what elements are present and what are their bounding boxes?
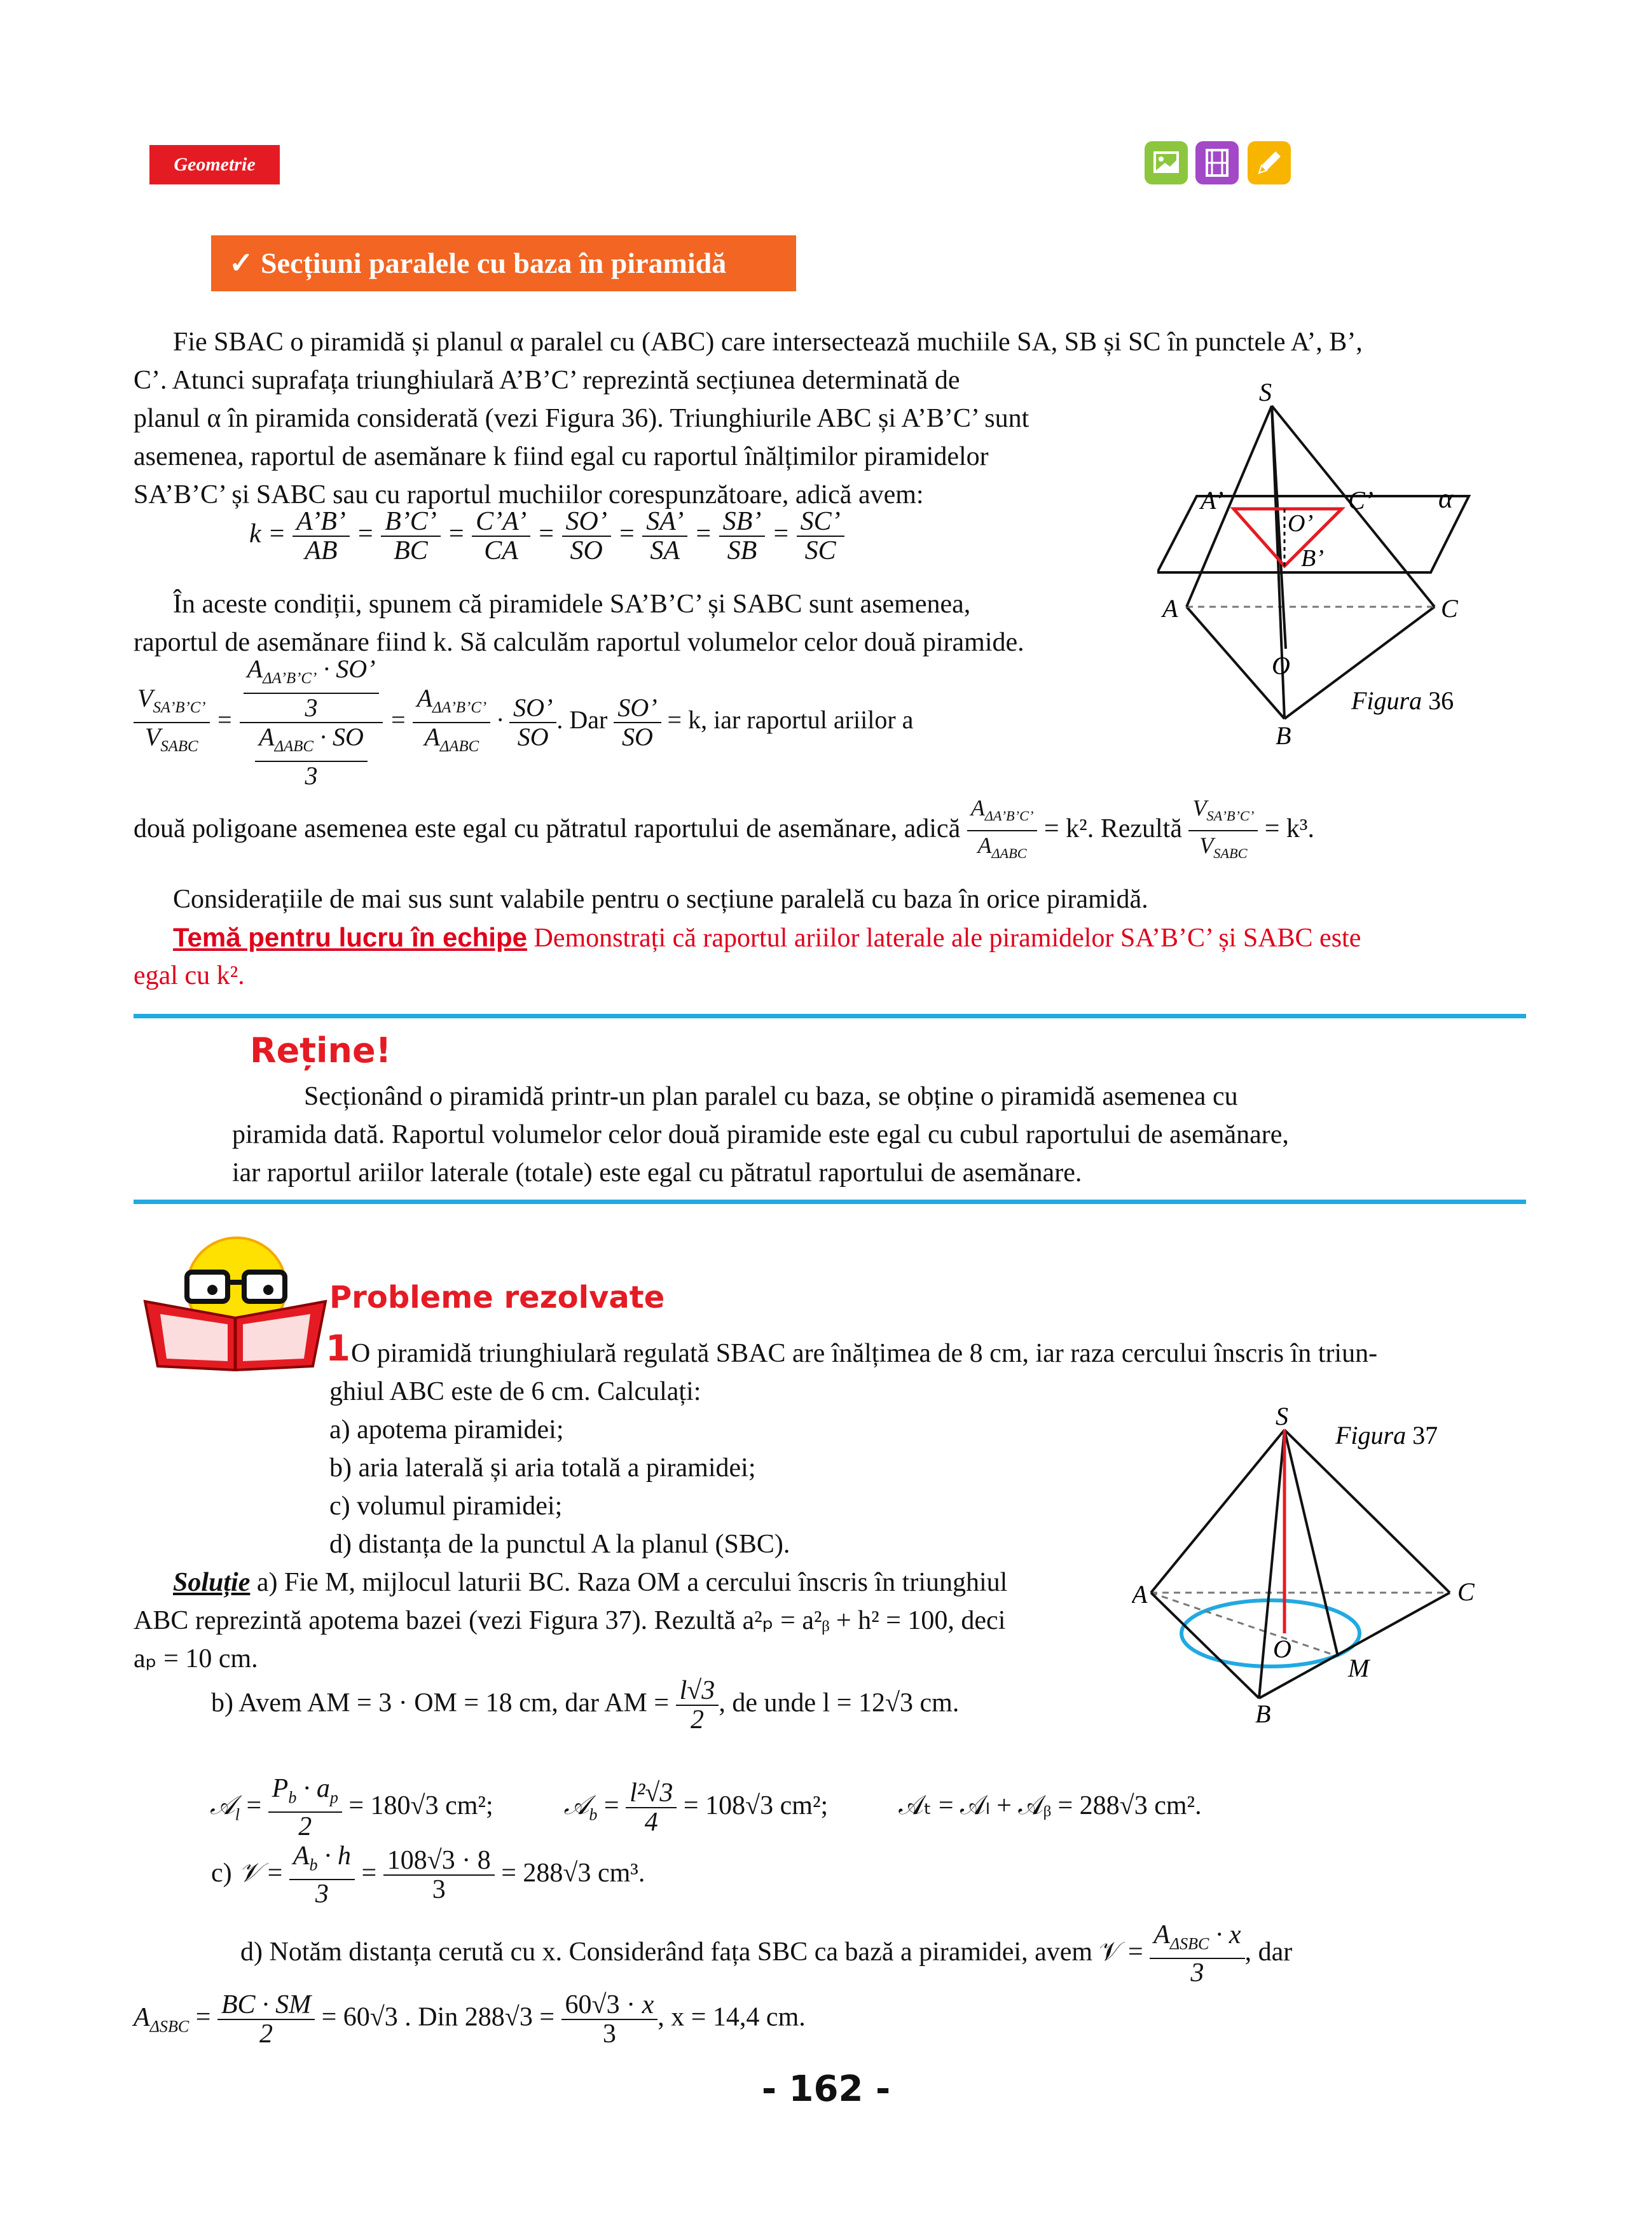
fig37-label-M: M (1348, 1654, 1370, 1682)
problem-statement-5: d) distanța de la punctul A la planul (SBC). (329, 1530, 790, 1559)
similar-line-1: raportul de asemănare fiind k. Să calculăm raportul volumelor celor două piramide. (134, 628, 1024, 657)
retine-top-rule (134, 1014, 1526, 1018)
section-title-text: Secțiuni paralele cu baza în piramidă (261, 247, 727, 279)
solution-a-1: ABC reprezintă apotema bazei (vezi Figura 37). Rezultă a²ₚ = a²ᵦ + h² = 100, deci (134, 1606, 1006, 1635)
intro-line-2: planul α în piramida considerată (vezi Figura 36). Triunghiurile ABC și A’B’C’ sunt (134, 404, 1029, 433)
solution-b: b) Avem AM = 3 · OM = 18 cm, dar AM = $\frac{l√3}{2}$ , de unde l = 12√3 cm. (211, 1676, 960, 1735)
fig36-label-C1: C’ (1348, 486, 1373, 515)
figure-36 (1157, 375, 1513, 757)
considerations-text: Considerațiile de mai sus sunt valabile pentru o secțiune paralelă cu baza în orice piramidă. (173, 885, 1148, 914)
problem-statement-0: O piramidă triunghiulară regulată SBAC are înălțimea de 8 cm, iar raza cercului înscris în triun- (351, 1339, 1378, 1368)
problem-statement-3: b) aria laterală și aria totală a piramidei; (329, 1453, 756, 1483)
similar-line-0: În aceste condiții, spunem că piramidele SA’B’C’ și SABC sunt asemenea, (173, 590, 971, 619)
problem-statement-4: c) volumul piramidei; (329, 1492, 563, 1521)
fig36-label-S: S (1259, 378, 1272, 406)
team-task: Temă pentru lucru în echipe Demonstrați că raportul ariilor laterale ale piramidelor SA’B’C’ și SABC este (173, 922, 1361, 953)
problem-statement-1: ghiul ABC este de 6 cm. Calculați: (329, 1377, 701, 1406)
figure-37 (1132, 1399, 1513, 1743)
fig37-label-C: C (1457, 1577, 1475, 1606)
volume-ratio-equation: $\frac{V_{SA’B’C’}}{V_{SABC}}$ = $\frac{\frac{A_{\Delta A’B’C’} \cdot SO’}{3}}{\frac{A_{\Delta ABC} \cdot SO}{3}}$ = $\frac{A_{\Delta A’B’C’}}{A_{\Delta ABC}}$ · $\frac{SO’}{SO}$ . Dar $\frac{SO’}{SO}$ = k, iar raportul ariilor a (134, 655, 913, 790)
solution-d-2: $A_{\Delta SBC}$ = $\frac{BC \cdot SM}{2}$ = 60√3 . Din 288√3 = $\frac{60√3 \cdot x}{3}$ , x = 14,4 cm. (134, 1990, 806, 2049)
fig36-label-C: C (1441, 594, 1458, 623)
fig36-caption: Figura 36 (1351, 686, 1454, 715)
section-title (211, 235, 796, 291)
image-icon[interactable] (1145, 141, 1188, 184)
fig36-label-B: B (1276, 721, 1291, 750)
subject-tag: Geometrie (149, 145, 280, 184)
film-icon[interactable] (1195, 141, 1239, 184)
fig36-label-A: A (1162, 594, 1178, 623)
ratio-equation: k = $\frac{A’B’}{AB}$ = $\frac{B’C’}{BC}$ = $\frac{C’A’}{CA}$ = $\frac{SO’}{SO}$ = $\frac{SA’}{SA}$ = $\frac{SB’}{SB}$ = $\frac{SC’}{SC}$ (249, 508, 844, 565)
check-icon: ✓ (229, 247, 254, 279)
team-task-label: Temă pentru lucru în echipe (173, 922, 527, 952)
retine-line-0: Secționând o piramidă printr-un plan paralel cu baza, se obține o piramidă asemenea cu (304, 1082, 1238, 1111)
team-task-line-2: egal cu k². (134, 961, 245, 990)
reading-smiley-icon (141, 1234, 332, 1374)
fig37-label-B: B (1255, 1700, 1271, 1728)
fig37-label-S: S (1276, 1402, 1288, 1430)
problem-statement-2: a) apotema piramidei; (329, 1415, 564, 1444)
solution-label: Soluție (173, 1568, 251, 1597)
intro-line-4: SA’B’C’ și SABC sau cu raportul muchiilor corespunzătoare, adică avem: (134, 480, 924, 509)
problem-number: 1 (326, 1328, 350, 1369)
retine-line-2: iar raportul ariilor laterale (totale) este egal cu pătratul raportului de asemănare. (232, 1158, 1082, 1188)
fig37-label-O: O (1273, 1635, 1291, 1663)
fig36-label-O: O (1272, 651, 1290, 680)
retine-bottom-rule (134, 1200, 1526, 1204)
page-number: - 162 - (761, 2068, 891, 2110)
intro-line-1: C’. Atunci suprafața triunghiulară A’B’C’ reprezintă secțiunea determinată de (134, 366, 960, 395)
solution-c: c) 𝒱 = $\frac{A_b \cdot h}{3}$ = $\frac{108√3 \cdot 8}{3}$ = 288√3 cm³. (211, 1841, 645, 1909)
intro-line-3: asemenea, raportul de asemănare k fiind egal cu raportul înălțimilor piramidelor (134, 442, 989, 471)
retine-line-1: piramida dată. Raportul volumelor celor două piramide este egal cu cubul raportului de asemănare, (232, 1120, 1289, 1149)
fig36-label-O1: O’ (1288, 510, 1314, 537)
fig36-label-alpha: α (1438, 483, 1454, 514)
intro-line-0: Fie SBAC o piramidă și planul α paralel cu (ABC) care intersectează muchiile SA, SB și SC în punctele A’, B’, (173, 328, 1363, 357)
fig36-label-A1: A’ (1201, 486, 1224, 515)
fig36-label-B1: B’ (1301, 545, 1324, 572)
problems-title: Probleme rezolvate (329, 1280, 665, 1315)
fig37-caption: Figura 37 (1335, 1421, 1438, 1450)
similar-polygons-line: două poligoane asemenea este egal cu pătratul raportului de asemănare, adică $\frac{A_{\Delta A’B’C’}}{A_{\Delta ABC}}$ = k². Rezultă $\frac{V_{SA’B’C’}}{V_{SABC}}$ = k³. (134, 795, 1315, 862)
pencil-icon[interactable] (1248, 141, 1291, 184)
fig37-label-A: A (1132, 1580, 1148, 1609)
solution-d-1: d) Notăm distanța cerută cu x. Considerând fața SBC ca bază a piramidei, avem 𝒱 = $\frac{A_{\Delta SBC} \cdot x}{3}$ , dar (240, 1920, 1293, 1988)
solution-a-2: aₚ = 10 cm. (134, 1644, 258, 1673)
solution-a-0: Soluție a) Fie M, mijlocul laturii BC. Raza OM a cercului înscris în triunghiul (173, 1568, 1008, 1597)
areas-line: 𝒜$_l$ = $\frac{P_b \cdot a_p}{2}$ = 180√3 cm²; 𝒜$_b$ = $\frac{\text{l²√3}}{4}$ = 108√3 cm²; 𝒜ₜ = 𝒜ₗ + 𝒜ᵦ = 288√3 cm². (210, 1774, 1202, 1842)
retine-title: Reține! (250, 1030, 392, 1070)
